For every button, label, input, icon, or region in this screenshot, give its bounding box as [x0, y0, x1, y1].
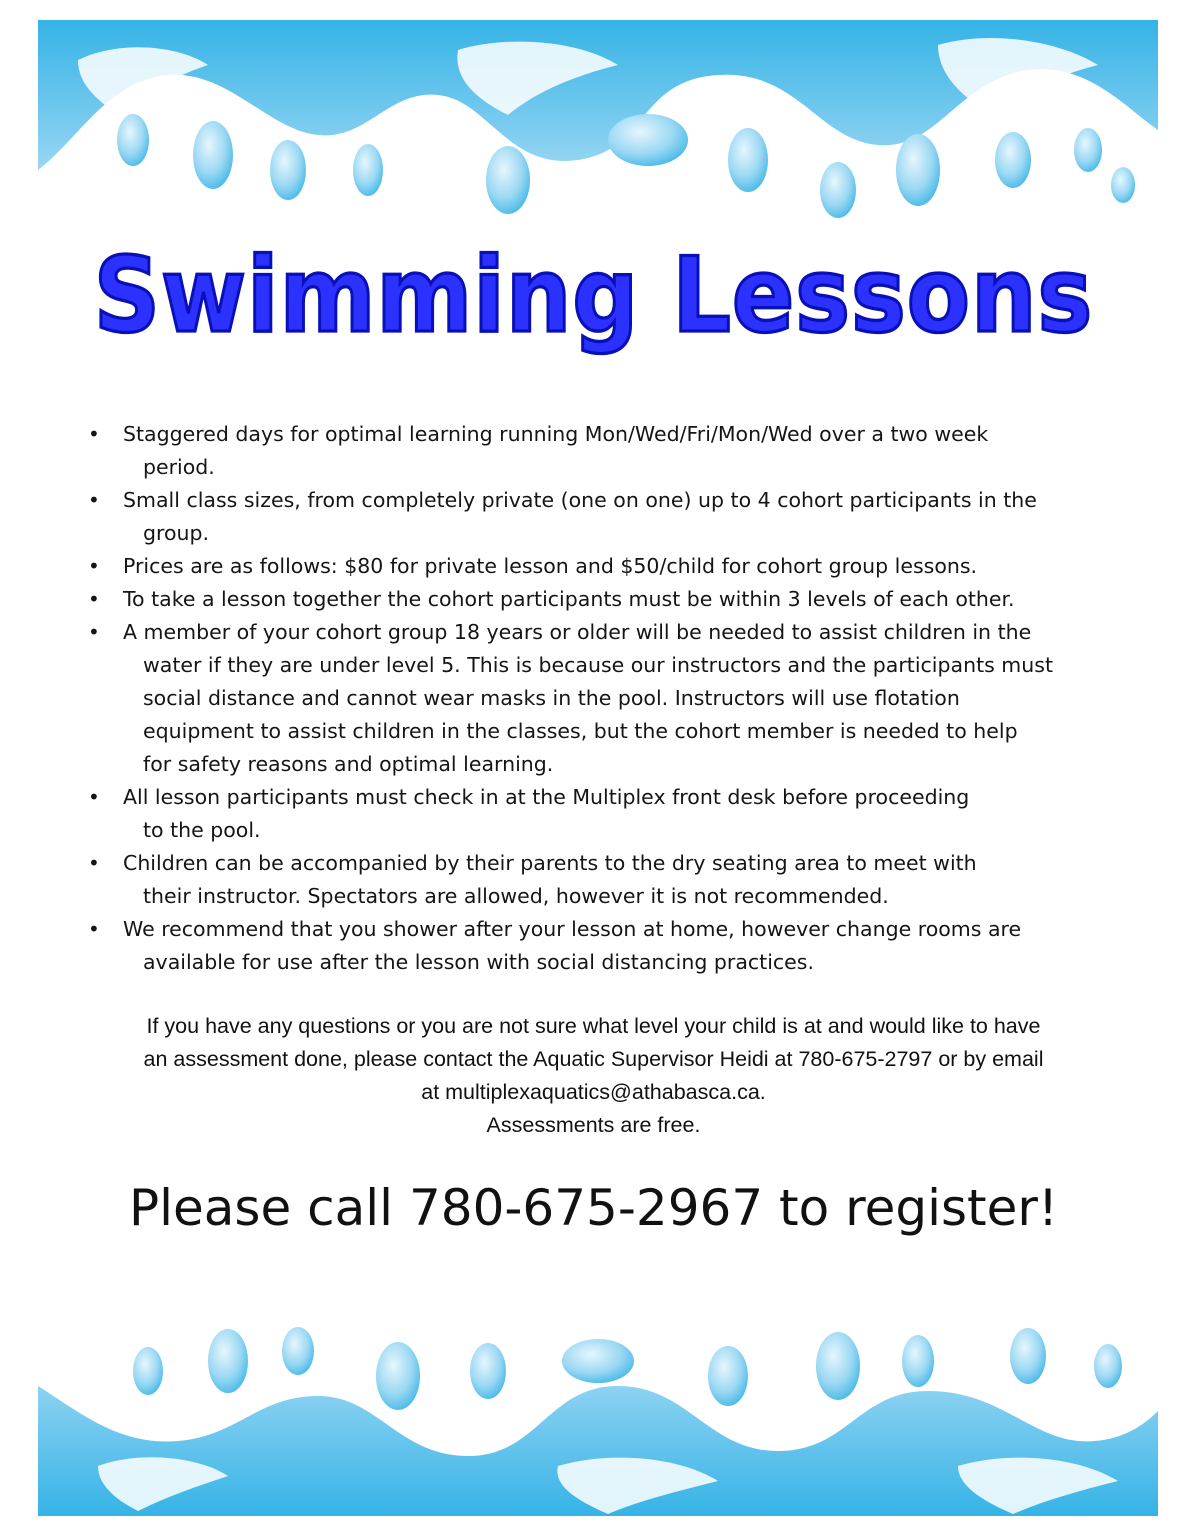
list-item [88, 616, 1118, 781]
list-item-text: water if they are under level 5. This is because our instructors and the participants must [143, 653, 1053, 677]
list-item [88, 847, 1118, 913]
list-item-text: to the pool. [143, 818, 261, 842]
assessment-note: Assessments are free. [486, 1113, 701, 1137]
list-item-text: social distance and cannot wear masks in the pool. Instructors will use flotation [143, 686, 960, 710]
list-item [88, 781, 1118, 847]
list-item [88, 418, 1118, 484]
title-area [0, 228, 1187, 363]
contact-line: If you have any questions or you are not sure what level your child is at and would like to have [146, 1014, 1041, 1038]
list-item [88, 484, 1118, 550]
list-item [88, 550, 1118, 583]
contact-email-line: at multiplexaquatics@athabasca.ca. [421, 1080, 766, 1104]
bullet-icon: • [88, 620, 100, 644]
bullet-icon: • [88, 785, 100, 809]
list-item-text: We recommend that you shower after your lesson at home, however change rooms are [123, 917, 1022, 941]
list-item-text: their instructor. Spectators are allowed, however it is not recommended. [143, 884, 889, 908]
list-item-text: All lesson participants must check in at the Multiplex front desk before proceeding [123, 785, 970, 809]
lesson-info-list [88, 418, 1118, 979]
list-item-text: group. [143, 521, 210, 545]
list-item-text: period. [143, 455, 215, 479]
register-cta: Please call 780-675-2967 to register! [128, 1179, 1058, 1237]
bullet-icon: • [88, 587, 100, 611]
list-item-text: A member of your cohort group 18 years or older will be needed to assist children in the [123, 620, 1032, 644]
water-splash-bottom [38, 1316, 1158, 1516]
list-item-text: Prices are as follows: $80 for private lesson and $50/child for cohort group lessons. [123, 554, 978, 578]
list-item-text: for safety reasons and optimal learning. [143, 752, 554, 776]
water-splash-top-graphic [38, 20, 1158, 225]
bullet-icon: • [88, 488, 100, 512]
list-item [88, 913, 1118, 979]
contact-line: an assessment done, please contact the Aquatic Supervisor Heidi at 780-675-2797 or by email [143, 1047, 1044, 1071]
bullet-icon: • [88, 917, 100, 941]
contact-paragraph [70, 1010, 1117, 1142]
list-item-text: Staggered days for optimal learning running Mon/Wed/Fri/Mon/Wed over a two week [123, 422, 989, 446]
list-item-text: equipment to assist children in the classes, but the cohort member is needed to help [143, 719, 1018, 743]
page-title: Swimming Lessons [93, 235, 1094, 356]
list-item-text: To take a lesson together the cohort participants must be within 3 levels of each other. [123, 587, 1015, 611]
bullet-icon: • [88, 851, 100, 875]
list-item-text: available for use after the lesson with social distancing practices. [143, 950, 814, 974]
water-splash-top [38, 20, 1158, 225]
list-item-text: Children can be accompanied by their parents to the dry seating area to meet with [123, 851, 977, 875]
water-splash-bottom-graphic [38, 1316, 1158, 1516]
list-item-text: Small class sizes, from completely private (one on one) up to 4 cohort participants in the [123, 488, 1037, 512]
bullet-icon: • [88, 422, 100, 446]
list-item [88, 583, 1118, 616]
bullet-icon: • [88, 554, 100, 578]
